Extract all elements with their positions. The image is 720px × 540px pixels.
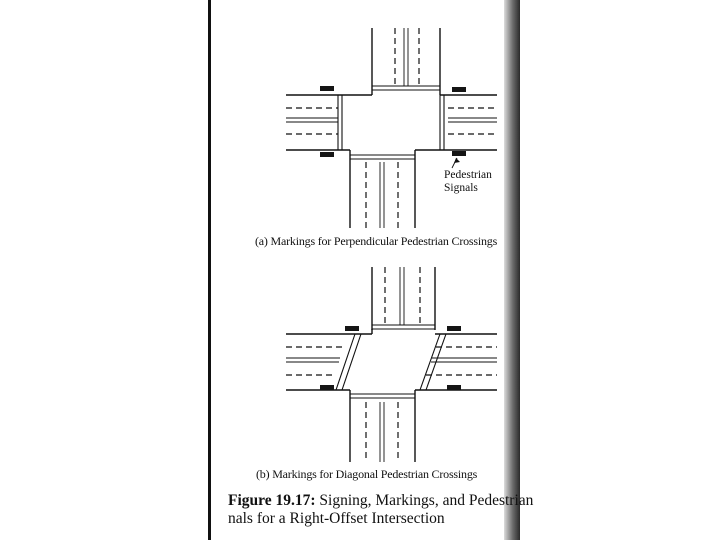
panel-b-diagonal — [286, 267, 497, 462]
panel-a-perpendicular — [286, 28, 497, 228]
pedestrian-label-line2: Signals — [444, 182, 478, 194]
figure-number: Figure 19.17: — [228, 492, 316, 509]
pedestrian-label-line1: Pedestrian — [444, 169, 492, 181]
pedestrian-signal-se — [447, 385, 461, 390]
panel-a-caption: (a) Markings for Perpendicular Pedestrian Crossings — [255, 234, 498, 248]
figure-title-line1 — [228, 492, 533, 510]
pedestrian-signal-sw — [320, 152, 334, 157]
pedestrian-signal-ne — [452, 87, 466, 92]
pedestrian-signal-nw — [320, 86, 334, 91]
west-diagonal-crosswalk-2 — [342, 334, 361, 390]
pedestrian-signal-ne — [447, 326, 461, 331]
figure-title-line2: nals for a Right-Offset Intersection — [228, 510, 445, 527]
pedestrian-signal-nw — [345, 326, 359, 331]
pedestrian-signal-se — [452, 151, 466, 156]
panel-b-caption: (b) Markings for Diagonal Pedestrian Crossings — [256, 467, 478, 481]
pedestrian-signal-sw — [320, 385, 334, 390]
figure-title-line1-text: Signing, Markings, and Pedestrian — [315, 492, 534, 509]
figure-title — [228, 492, 533, 528]
pedestrian-signals-label — [444, 169, 492, 195]
